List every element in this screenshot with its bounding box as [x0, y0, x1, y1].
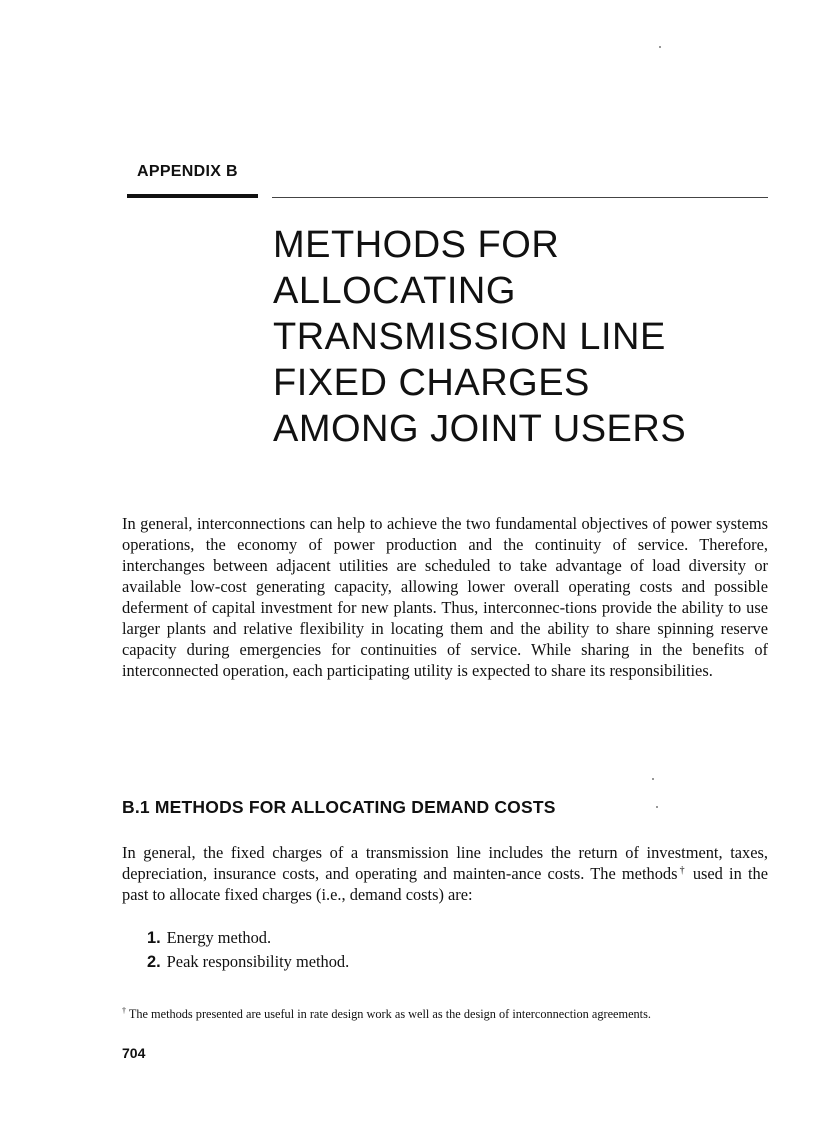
footnote	[122, 1002, 768, 1023]
footnote-marker: †	[677, 865, 687, 876]
chapter-title-line: AMONG JOINT USERS	[273, 408, 687, 450]
page-number: 704	[122, 1045, 146, 1061]
section-paragraph-text: In general, the fixed charges of a transmission line includes the return of investment, taxes, depreciation, insurance costs, and operating and mainten-ance costs. The methods	[122, 843, 768, 883]
header-rule-thick	[127, 194, 258, 198]
list-item-number: 2.	[147, 953, 161, 971]
chapter-title-line: TRANSMISSION LINE	[273, 316, 666, 358]
footnote-marker: †	[122, 1006, 126, 1015]
section-paragraph-text-cont: used in the past to allocate fixed charges (i.e., demand costs) are:	[122, 864, 768, 904]
scan-speck	[659, 46, 661, 48]
scan-speck	[656, 806, 658, 808]
list-item	[147, 926, 349, 950]
scan-speck	[652, 778, 654, 780]
intro-paragraph: In general, interconnections can help to achieve the two fundamental objectives of power systems operations, the economy of power production and the continuity of service. Therefore, interchanges between adjacent utilities are scheduled to take advantage of load diversity or available low-cost generating capacity, allowing lower overall operating costs and possible deferment of capital investment for new plants. Thus, interconnec-tions provide the ability to use larger plants and relative flexibility in locating them and the ability to share spinning reserve capacity during emergencies for continuities of service. While sharing in the benefits of interconnected operation, each participating utility is expected to share its responsibilities.	[122, 514, 768, 680]
section-heading: B.1 METHODS FOR ALLOCATING DEMAND COSTS	[122, 797, 556, 817]
list-item	[147, 950, 349, 974]
chapter-title	[273, 222, 773, 452]
list-item-text: Peak responsibility method.	[166, 952, 350, 971]
methods-list	[147, 926, 349, 974]
appendix-label: APPENDIX B	[137, 163, 238, 180]
footnote-text: The methods presented are useful in rate design work as well as the design of interconnection agreements.	[128, 1007, 651, 1022]
chapter-title-line: ALLOCATING	[273, 270, 516, 312]
list-item-number: 1.	[147, 929, 161, 947]
header-rule-thin	[272, 197, 768, 198]
chapter-title-line: METHODS FOR	[273, 224, 560, 266]
list-item-text: Energy method.	[166, 928, 272, 947]
section-paragraph	[122, 842, 768, 905]
chapter-title-line: FIXED CHARGES	[273, 362, 590, 404]
